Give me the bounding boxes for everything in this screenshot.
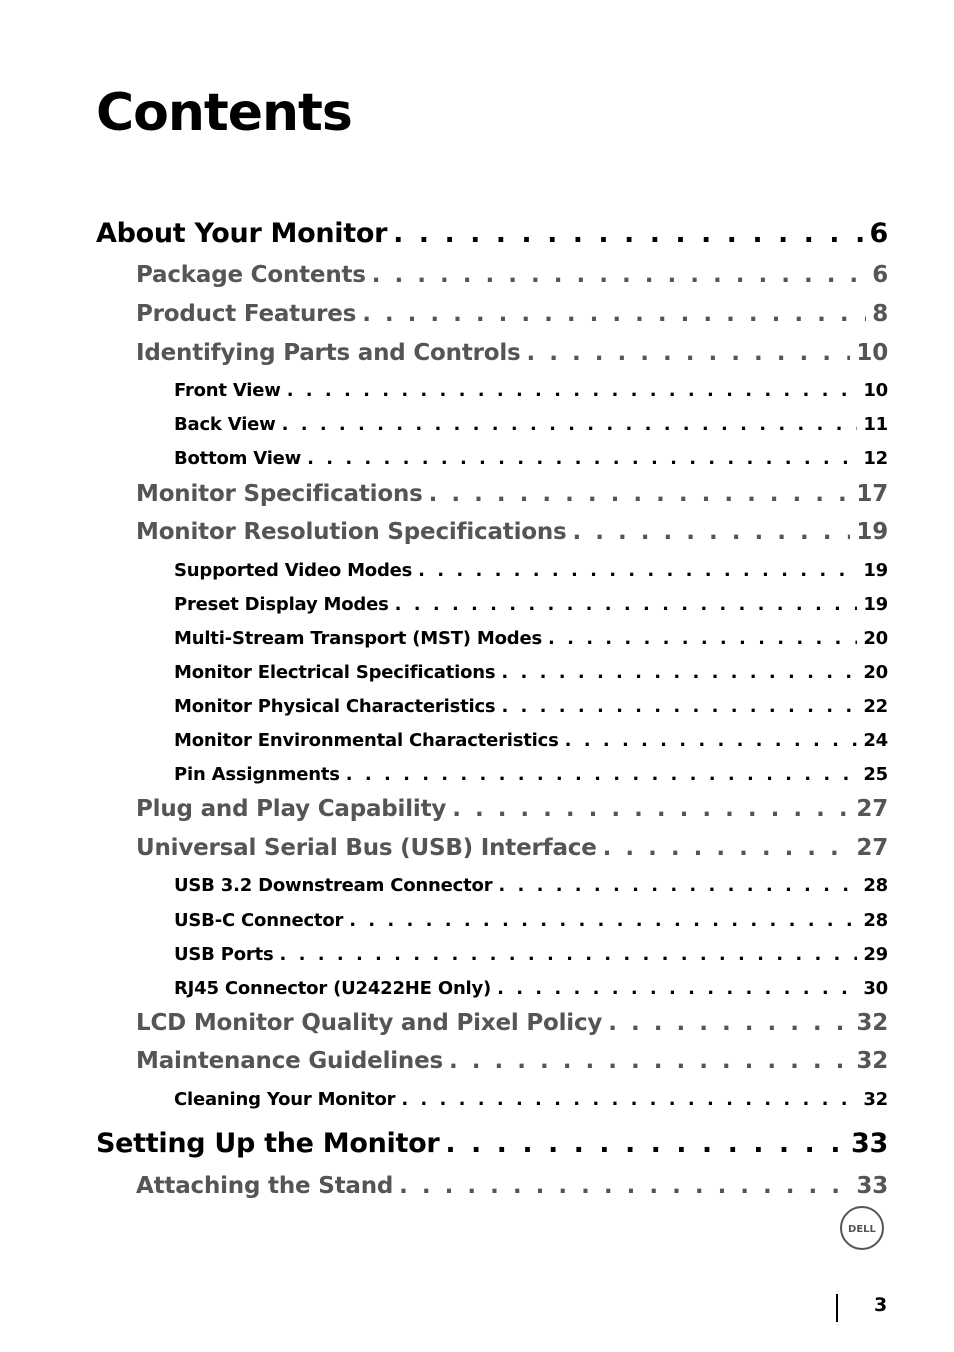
toc-dot-leader <box>307 448 857 469</box>
toc-dot-leader <box>608 1010 850 1036</box>
toc-entry[interactable] <box>136 835 888 871</box>
toc-dot-leader <box>452 796 850 822</box>
toc-entry-label: About Your Monitor <box>96 218 388 249</box>
toc-entry-page: 30 <box>863 978 888 999</box>
toc-entry-label: Monitor Specifications <box>136 481 423 507</box>
toc-entry[interactable] <box>174 662 888 692</box>
toc-dot-leader <box>565 730 858 751</box>
toc-dot-leader <box>282 414 858 435</box>
toc-dot-leader <box>429 481 851 507</box>
toc-dot-leader <box>603 835 851 861</box>
toc-entry-page: 10 <box>863 380 888 401</box>
toc-entry[interactable] <box>174 628 888 658</box>
toc-entry[interactable] <box>96 1128 888 1168</box>
toc-entry[interactable] <box>136 262 888 298</box>
toc-entry-label: Front View <box>174 380 281 401</box>
toc-entry-page: 32 <box>856 1010 888 1036</box>
toc-entry-label: Preset Display Modes <box>174 594 389 615</box>
toc-dot-leader <box>349 910 857 931</box>
toc-dot-leader <box>399 1173 850 1199</box>
toc-entry-label: Identifying Parts and Controls <box>136 340 521 366</box>
toc-entry-page: 19 <box>863 594 888 615</box>
toc-dot-leader <box>395 594 858 615</box>
toc-entry-page: 6 <box>872 262 888 288</box>
toc-entry-page: 6 <box>869 218 888 249</box>
toc-entry-page: 17 <box>856 481 888 507</box>
page-title: Contents <box>96 83 352 143</box>
toc-entry-label: Pin Assignments <box>174 764 340 785</box>
toc-entry-label: Monitor Electrical Specifications <box>174 662 496 683</box>
toc-entry-page: 27 <box>856 835 888 861</box>
toc-entry-page: 11 <box>863 414 888 435</box>
toc-dot-leader <box>287 380 858 401</box>
toc-entry-page: 32 <box>856 1048 888 1074</box>
toc-entry-page: 22 <box>863 696 888 717</box>
toc-dot-leader <box>449 1048 850 1074</box>
toc-entry-page: 27 <box>856 796 888 822</box>
toc-dot-leader <box>418 560 857 581</box>
toc-entry-page: 19 <box>863 560 888 581</box>
toc-entry-label: Monitor Environmental Characteristics <box>174 730 559 751</box>
toc-entry-page: 8 <box>872 301 888 327</box>
toc-entry[interactable] <box>96 218 888 258</box>
toc-entry-page: 20 <box>863 628 888 649</box>
toc-entry-label: USB-C Connector <box>174 910 344 931</box>
toc-entry-page: 28 <box>863 875 888 896</box>
toc-dot-leader <box>548 628 857 649</box>
svg-text:DELL: DELL <box>848 1224 876 1235</box>
toc-entry-label: USB Ports <box>174 944 274 965</box>
toc-dot-leader <box>527 340 851 366</box>
toc-entry-page: 33 <box>856 1173 888 1199</box>
toc-dot-leader <box>498 875 857 896</box>
toc-dot-leader <box>372 262 866 288</box>
toc-entry-label: USB 3.2 Downstream Connector <box>174 875 493 896</box>
toc-entry[interactable] <box>136 340 888 376</box>
toc-entry[interactable] <box>174 594 888 624</box>
toc-entry[interactable] <box>136 301 888 337</box>
toc-entry-page: 20 <box>863 662 888 683</box>
toc-entry[interactable] <box>174 414 888 444</box>
toc-entry[interactable] <box>174 875 888 905</box>
toc-entry[interactable] <box>136 481 888 517</box>
toc-dot-leader <box>501 662 857 683</box>
toc-entry-label: LCD Monitor Quality and Pixel Policy <box>136 1010 603 1036</box>
toc-entry-page: 32 <box>863 1089 888 1110</box>
toc-entry[interactable] <box>136 1048 888 1084</box>
toc-entry-label: Package Contents <box>136 262 366 288</box>
page-number: 3 <box>874 1294 888 1316</box>
toc-entry-label: Back View <box>174 414 276 435</box>
toc-dot-leader <box>501 696 857 717</box>
toc-entry-label: Monitor Physical Characteristics <box>174 696 496 717</box>
toc-entry-label: Multi-Stream Transport (MST) Modes <box>174 628 542 649</box>
toc-dot-leader <box>280 944 858 965</box>
toc-entry-page: 28 <box>863 910 888 931</box>
toc-entry-page: 33 <box>851 1128 888 1159</box>
toc-entry[interactable] <box>174 696 888 726</box>
toc-entry[interactable] <box>174 380 888 410</box>
toc-entry[interactable] <box>174 764 888 794</box>
toc-entry-label: Universal Serial Bus (USB) Interface <box>136 835 597 861</box>
toc-entry-label: Bottom View <box>174 448 302 469</box>
page-number-divider <box>836 1294 838 1322</box>
toc-dot-leader <box>497 978 857 999</box>
toc-entry-page: 12 <box>863 448 888 469</box>
toc-entry[interactable] <box>174 944 888 974</box>
toc-entry-label: Plug and Play Capability <box>136 796 447 822</box>
toc-entry[interactable] <box>174 978 888 1008</box>
toc-entry-label: Maintenance Guidelines <box>136 1048 443 1074</box>
toc-dot-leader <box>346 764 858 785</box>
toc-entry-page: 25 <box>863 764 888 785</box>
toc-entry[interactable] <box>136 519 888 555</box>
toc-entry-label: Monitor Resolution Specifications <box>136 519 567 545</box>
toc-entry[interactable] <box>174 560 888 590</box>
toc-entry-label: Cleaning Your Monitor <box>174 1089 396 1110</box>
toc-entry[interactable] <box>174 730 888 760</box>
toc-entry-page: 10 <box>856 340 888 366</box>
toc-dot-leader <box>362 301 866 327</box>
toc-entry-label: RJ45 Connector (U2422HE Only) <box>174 978 492 999</box>
toc-entry-label: Supported Video Modes <box>174 560 413 581</box>
toc-entry[interactable] <box>136 1173 888 1209</box>
toc-entry-label: Attaching the Stand <box>136 1173 394 1199</box>
toc-dot-leader <box>401 1089 857 1110</box>
toc-entry-page: 29 <box>863 944 888 965</box>
toc-dot-leader <box>393 218 863 249</box>
toc-entry[interactable] <box>174 448 888 478</box>
toc-entry[interactable] <box>174 1089 888 1119</box>
toc-entry-page: 19 <box>856 519 888 545</box>
toc-dot-leader <box>573 519 851 545</box>
toc-entry-label: Product Features <box>136 301 357 327</box>
toc-entry[interactable] <box>136 796 888 832</box>
toc-entry-page: 24 <box>863 730 888 751</box>
toc-dot-leader <box>445 1128 845 1159</box>
toc-entry[interactable] <box>136 1010 888 1046</box>
toc-entry[interactable] <box>174 910 888 940</box>
dell-logo-icon <box>840 1206 884 1250</box>
toc-entry-label: Setting Up the Monitor <box>96 1128 440 1159</box>
